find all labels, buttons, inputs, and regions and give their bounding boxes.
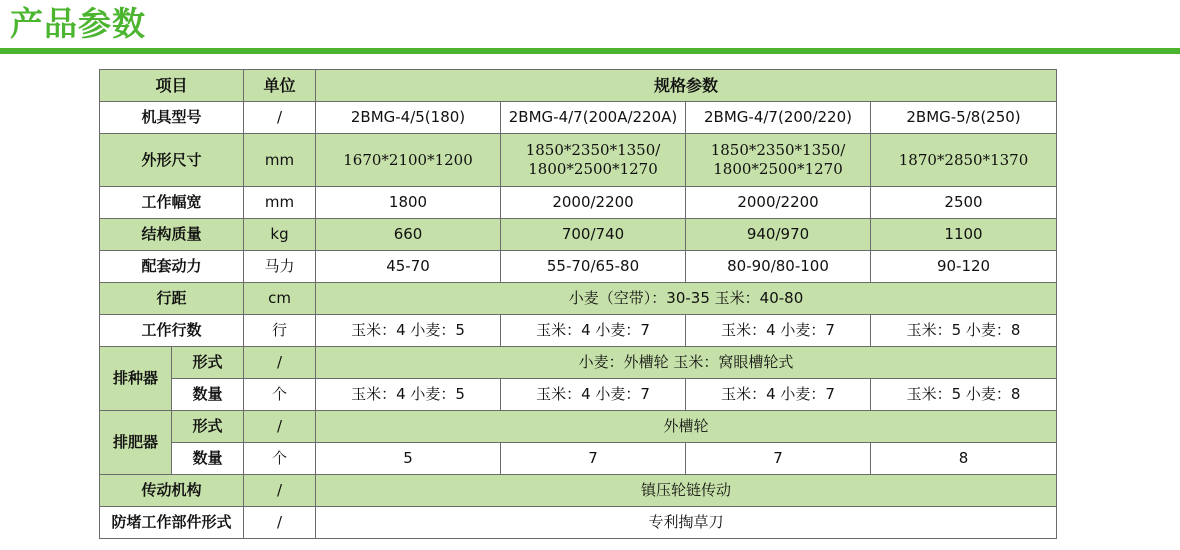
group-label-fertilizer: 排肥器	[100, 411, 172, 475]
cell-line: 1800*2500*1270	[713, 160, 843, 178]
header-item: 项目	[100, 70, 244, 102]
table-row-seeder-count	[100, 379, 1057, 411]
cell-line: 1800*2500*1270	[528, 160, 658, 178]
row-label: 外形尺寸	[100, 134, 244, 187]
table-row-width	[100, 187, 1057, 219]
cell-value: 玉米：4 小麦：7	[501, 315, 686, 347]
cell-value: 玉米：4 小麦：5	[316, 379, 501, 411]
row-unit: mm	[244, 187, 316, 219]
cell-line: 1850*2350*1350/	[710, 141, 846, 159]
table-row-spacing	[100, 283, 1057, 315]
row-unit: /	[244, 102, 316, 134]
cell-value: 2BMG-4/5(180)	[316, 102, 501, 134]
cell-value: 55-70/65-80	[501, 251, 686, 283]
row-label: 行距	[100, 283, 244, 315]
cell-value: 玉米：4 小麦：7	[686, 379, 871, 411]
table-row-model	[100, 102, 1057, 134]
table-row-dims	[100, 134, 1057, 187]
cell-value: 5	[316, 443, 501, 475]
cell-value: 7	[501, 443, 686, 475]
cell-value: 700/740	[501, 219, 686, 251]
cell-value: 2BMG-4/7(200A/220A)	[501, 102, 686, 134]
cell-value: 玉米：4 小麦：5	[316, 315, 501, 347]
cell-value-merged: 小麦：外槽轮 玉米：窝眼槽轮式	[316, 347, 1057, 379]
row-label: 结构质量	[100, 219, 244, 251]
table-row-fertilizer-form	[100, 411, 1057, 443]
row-unit: mm	[244, 134, 316, 187]
row-unit: 个	[244, 443, 316, 475]
row-unit: /	[244, 411, 316, 443]
cell-value: 45-70	[316, 251, 501, 283]
cell-value-merged: 外槽轮	[316, 411, 1057, 443]
row-unit: 马力	[244, 251, 316, 283]
cell-value: 90-120	[871, 251, 1057, 283]
cell-line: 1670*2100*1200	[343, 150, 473, 169]
cell-value-merged: 镇压轮链传动	[316, 475, 1057, 507]
sub-label: 形式	[172, 411, 244, 443]
cell-value	[501, 134, 686, 187]
table-row-seeder-form	[100, 347, 1057, 379]
title-underline	[0, 48, 1180, 54]
cell-value: 2BMG-4/7(200/220)	[686, 102, 871, 134]
row-unit: cm	[244, 283, 316, 315]
row-label: 工作行数	[100, 315, 244, 347]
row-unit: 行	[244, 315, 316, 347]
cell-line: 1850*2350*1350/	[525, 141, 661, 159]
row-unit: /	[244, 475, 316, 507]
table-row-fertilizer-count	[100, 443, 1057, 475]
row-label: 机具型号	[100, 102, 244, 134]
cell-value: 2BMG-5/8(250)	[871, 102, 1057, 134]
cell-value: 940/970	[686, 219, 871, 251]
row-label: 传动机构	[100, 475, 244, 507]
header-unit: 单位	[244, 70, 316, 102]
cell-value: 7	[686, 443, 871, 475]
cell-value: 8	[871, 443, 1057, 475]
cell-line: 1870*2850*1370	[898, 150, 1029, 169]
product-spec-table	[99, 69, 1057, 539]
cell-value: 1800	[316, 187, 501, 219]
cell-value	[871, 134, 1057, 187]
cell-value: 2500	[871, 187, 1057, 219]
row-unit: 个	[244, 379, 316, 411]
cell-value: 1100	[871, 219, 1057, 251]
cell-value	[316, 134, 501, 187]
sub-label: 数量	[172, 379, 244, 411]
table-row-power	[100, 251, 1057, 283]
cell-value: 660	[316, 219, 501, 251]
cell-value: 玉米：5 小麦：8	[871, 315, 1057, 347]
row-unit: /	[244, 507, 316, 539]
sub-label: 数量	[172, 443, 244, 475]
cell-value-merged: 专利掏草刀	[316, 507, 1057, 539]
page-title: 产品参数	[10, 4, 146, 43]
cell-value: 玉米：4 小麦：7	[501, 379, 686, 411]
table-row-rows-count	[100, 315, 1057, 347]
cell-value: 80-90/80-100	[686, 251, 871, 283]
cell-value	[686, 134, 871, 187]
cell-value-merged: 小麦（空带）：30-35 玉米：40-80	[316, 283, 1057, 315]
row-unit: /	[244, 347, 316, 379]
row-label: 防堵工作部件形式	[100, 507, 244, 539]
cell-value: 2000/2200	[686, 187, 871, 219]
group-label-seeder: 排种器	[100, 347, 172, 411]
cell-value: 玉米：4 小麦：7	[686, 315, 871, 347]
header-spec: 规格参数	[316, 70, 1057, 102]
row-label: 配套动力	[100, 251, 244, 283]
sub-label: 形式	[172, 347, 244, 379]
table-row-mass	[100, 219, 1057, 251]
row-label: 工作幅宽	[100, 187, 244, 219]
table-header-row	[100, 70, 1057, 102]
row-unit: kg	[244, 219, 316, 251]
table-row-anticlog	[100, 507, 1057, 539]
cell-value: 玉米：5 小麦：8	[871, 379, 1057, 411]
table-row-drive	[100, 475, 1057, 507]
cell-value: 2000/2200	[501, 187, 686, 219]
